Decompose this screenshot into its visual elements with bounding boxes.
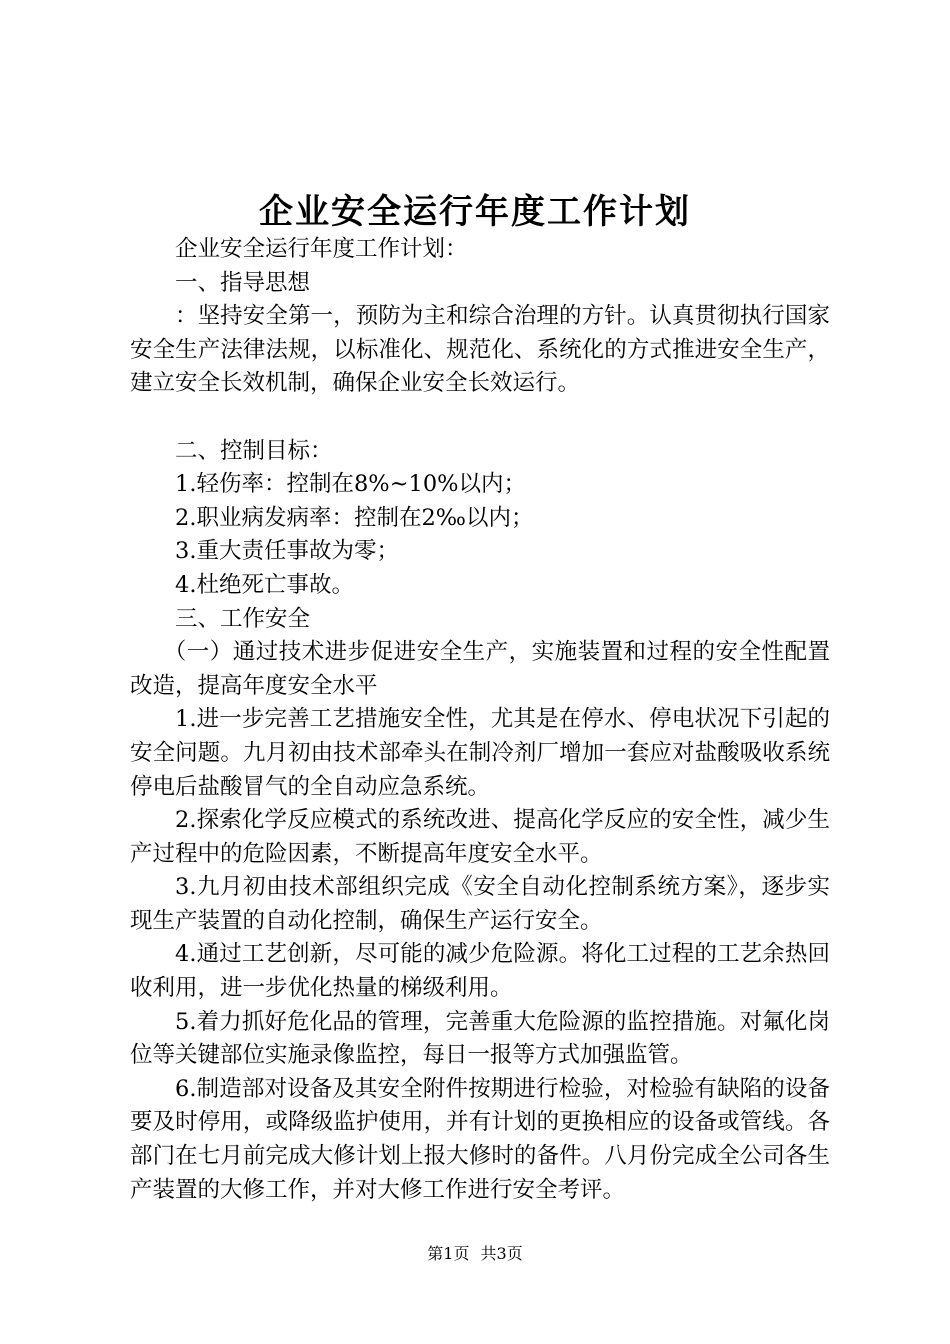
section-heading-guiding: 一、指导思想 [175, 269, 311, 296]
paragraph-guiding: ：坚持安全第一，预防为主和综合治理的方针。认真贯彻执行国家安全生产法律法规，以标准化、规范化、系统化的方式推进安全生产，建立安全长效机制，确保企业安全长效运行。 [130, 303, 830, 397]
document-body [130, 233, 830, 1207]
target-item-3: 3.重大责任事故为零； [175, 538, 399, 565]
section-heading-work: 三、工作安全 [175, 605, 311, 632]
work-item-4: 4.通过工艺创新，尽可能的减少危险源。将化工过程的工艺余热回收利用，进一步优化热量的梯级利用。 [130, 941, 830, 1002]
work-item-6: 6.制造部对设备及其安全附件按期进行检验，对检验有缺陷的设备要及时停用，或降级监护使用，并有计划的更换相应的设备或管线。各部门在七月前完成大修计划上报大修时的备件。八月份完成全公司各生产装置的大修工作，并对大修工作进行安全考评。 [130, 1075, 830, 1203]
paragraph-gap [130, 401, 830, 435]
page-number: 第1页 [427, 1244, 470, 1263]
work-item-5: 5.着力抓好危化品的管理，完善重大危险源的监控措施。对氟化岗位等关键部位实施录像监控，每日一报等方式加强监管。 [130, 1008, 830, 1069]
work-item-1: 1.进一步完善工艺措施安全性，尤其是在停水、停电状况下引起的安全问题。九月初由技术部牵头在制冷剂厂增加一套应对盐酸吸收系统停电后盐酸冒气的全自动应急系统。 [130, 706, 830, 800]
work-item-2: 2.探索化学反应模式的系统改进、提高化学反应的安全性，减少生产过程中的危险因素，不断提高年度安全水平。 [130, 807, 830, 867]
section-heading-targets: 二、控制目标： [175, 437, 333, 464]
page-total: 共3页 [480, 1244, 523, 1263]
work-item-3: 3.九月初由技术部组织完成《安全自动化控制系统方案》，逐步实现生产装置的自动化控制，确保生产运行安全。 [130, 874, 830, 934]
target-item-2: 2.职业病发病率：控制在2‰以内； [175, 504, 534, 531]
subsection-heading-1: （一）通过技术进步促进安全生产，实施装置和过程的安全性配置改造，提高年度安全水平 [130, 639, 830, 699]
paragraph-intro: 企业安全运行年度工作计划： [175, 236, 468, 262]
document-title: 企业安全运行年度工作计划 [259, 192, 691, 232]
target-item-1: 1.轻伤率：控制在8%~10%以内； [175, 471, 527, 498]
target-item-4: 4.杜绝死亡事故。 [175, 571, 354, 598]
page-footer [0, 1241, 950, 1264]
